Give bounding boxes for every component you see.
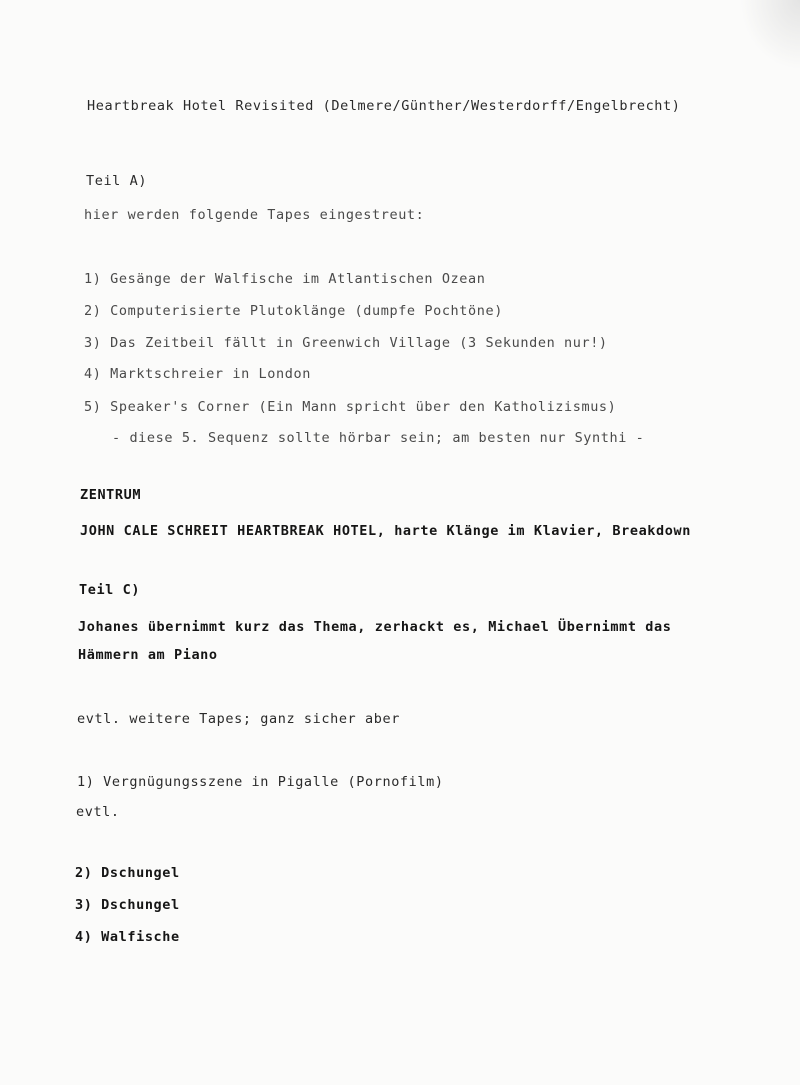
teil-a-item-3: 3) Das Zeitbeil fällt in Greenwich Village (3 Sekunden nur!) [84, 335, 608, 351]
teil-c-item-4: 4) Walfische [75, 929, 180, 945]
teil-a-note: - diese 5. Sequenz sollte hörbar sein; am besten nur Synthi - [112, 430, 645, 446]
teil-c-item-1: 1) Vergnügungsszene in Pigalle (Pornofilm) [77, 774, 444, 790]
teil-c-tapes-intro: evtl. weitere Tapes; ganz sicher aber [77, 711, 400, 727]
teil-c-item-3: 3) Dschungel [75, 897, 180, 913]
document-title: Heartbreak Hotel Revisited (Delmere/Günther/Westerdorff/Engelbrecht) [87, 98, 681, 114]
teil-c-item-2: 2) Dschungel [75, 865, 180, 881]
teil-a-intro: hier werden folgende Tapes eingestreut: [84, 207, 425, 223]
teil-c-text-line-1: Johanes übernimmt kurz das Thema, zerhackt es, Michael Übernimmt das [78, 619, 672, 635]
teil-c-heading: Teil C) [79, 582, 141, 598]
teil-a-item-2: 2) Computerisierte Plutoklänge (dumpfe Pochtöne) [84, 303, 503, 319]
scan-smudge [740, 0, 800, 70]
zentrum-heading: ZENTRUM [80, 487, 142, 503]
teil-a-heading: Teil A) [86, 173, 148, 189]
teil-a-item-5: 5) Speaker's Corner (Ein Mann spricht über den Katholizismus) [84, 399, 617, 415]
teil-c-evtl: evtl. [76, 804, 120, 820]
zentrum-text: JOHN CALE SCHREIT HEARTBREAK HOTEL, harte Klänge im Klavier, Breakdown [80, 523, 691, 539]
teil-a-item-1: 1) Gesänge der Walfische im Atlantischen Ozean [84, 271, 486, 287]
teil-a-item-4: 4) Marktschreier in London [84, 366, 311, 382]
teil-c-text-line-2: Hämmern am Piano [78, 647, 218, 663]
